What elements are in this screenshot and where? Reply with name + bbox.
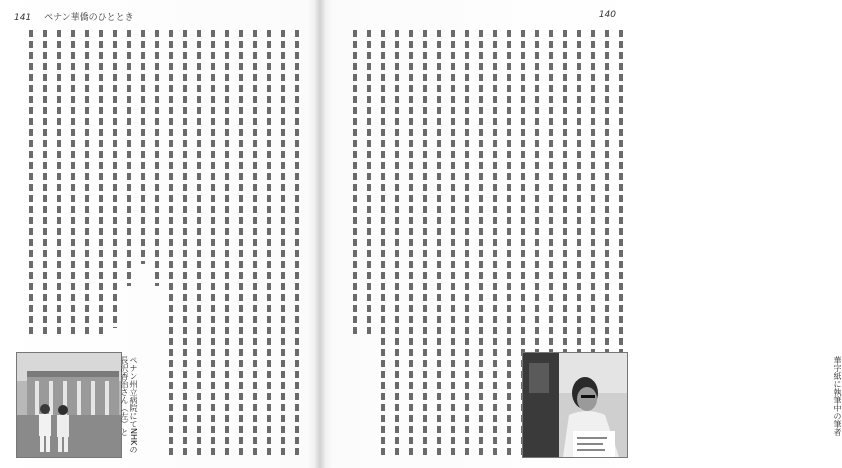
- right-page-number: 140: [598, 10, 616, 20]
- text-line: [363, 28, 376, 458]
- text-line: [235, 28, 248, 458]
- writer-photo: [522, 352, 628, 458]
- hospital-photo: [16, 352, 122, 458]
- text-line: [419, 28, 432, 458]
- left-page-number: 141: [14, 13, 32, 23]
- text-line: [263, 28, 276, 458]
- text-line: [461, 28, 474, 458]
- text-line: [433, 28, 446, 458]
- text-line: [489, 28, 502, 458]
- left-folio: [14, 10, 134, 23]
- hospital-photo-caption: ペナン州立病院にてNHKの長沢香治さん（左）と: [120, 356, 138, 454]
- text-line: [179, 28, 192, 458]
- hospital-photo-image: [17, 353, 121, 457]
- text-line: [277, 28, 290, 458]
- writer-photo-caption: 華字紙に執筆中の筆者: [833, 356, 842, 436]
- left-page: [0, 0, 318, 468]
- text-line: [151, 28, 164, 458]
- text-line: [207, 28, 220, 458]
- text-line: [405, 28, 418, 458]
- text-line: [475, 28, 488, 458]
- text-line: [503, 28, 516, 458]
- writer-photo-image: [523, 353, 627, 457]
- text-line: [447, 28, 460, 458]
- text-line: [193, 28, 206, 458]
- text-line: [249, 28, 262, 458]
- left-running-head: ペナン華僑のひととき: [44, 13, 134, 23]
- text-line: [221, 28, 234, 458]
- text-line: [377, 28, 390, 458]
- right-folio: [599, 10, 626, 20]
- text-line: [165, 28, 178, 458]
- text-line: [137, 28, 150, 458]
- text-line: [391, 28, 404, 458]
- text-line: [291, 28, 304, 458]
- text-line: [349, 28, 362, 458]
